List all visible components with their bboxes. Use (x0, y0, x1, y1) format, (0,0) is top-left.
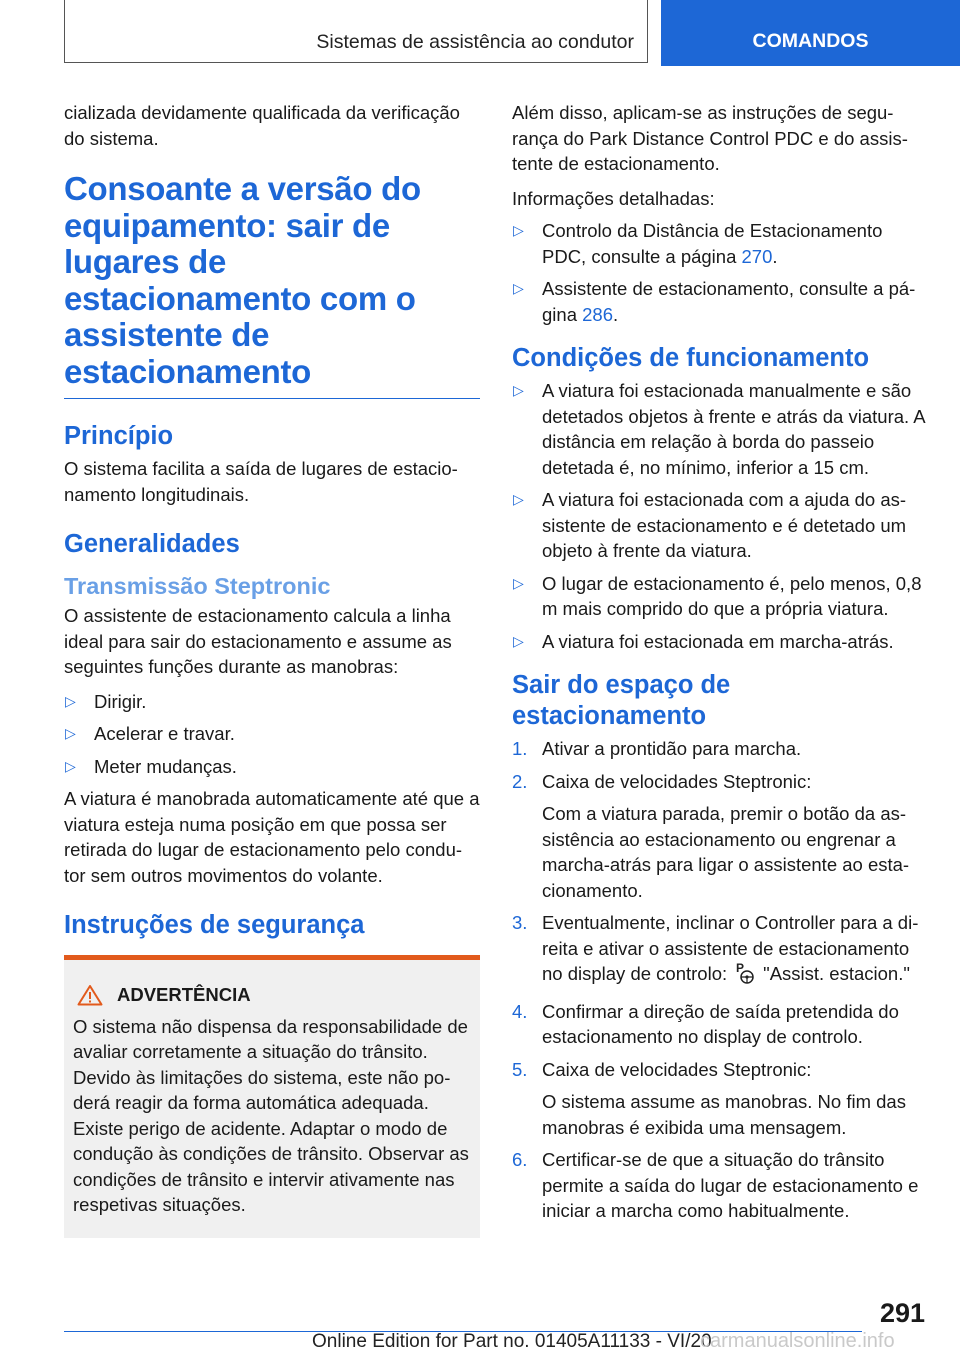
step-item (512, 769, 930, 904)
list-item-text: Acelerar e travar. (94, 723, 235, 744)
step-item (512, 736, 930, 762)
svg-text:P: P (736, 961, 745, 975)
step-number: 3. (512, 912, 528, 933)
safety-intro: Além disso, aplicam-se as instruções de segu-rança do Park Distance Control PDC e do assis-tente de estacionamento. (512, 102, 908, 174)
warning-triangle-icon (77, 984, 103, 1006)
step-text: Eventualmente, inclinar o Controller para a di-reita e ativar o assistente de estacionamento no display de controlo: (542, 912, 919, 984)
step-number: 2. (512, 770, 528, 792)
page-number: 291 (880, 1298, 926, 1328)
watermark: carmanualsonline.info (700, 1330, 895, 1352)
heading-rule (64, 398, 480, 399)
steptronic-heading: Transmissão Steptronic (64, 573, 331, 599)
step-number: 5. (512, 1058, 528, 1080)
warning-title (73, 982, 470, 1008)
triangle-bullet-icon: ▷ (65, 692, 76, 709)
step-subtext: O sistema assume as manobras. No fim das manobras é exibida uma mensagem. (542, 1091, 906, 1138)
right-column (512, 100, 930, 1231)
main-heading: Consoante a versão do equipamento: sair de lugares de estacionamento com o assistente de estacionamento (64, 170, 421, 390)
step-item (512, 1057, 930, 1141)
punctuation: . (613, 303, 619, 325)
safety-heading: Instruções de segurança (64, 911, 365, 939)
list-item (64, 689, 480, 715)
conditions-heading: Condições de funcionamento (512, 344, 870, 372)
step-text: Caixa de velocidades Steptronic: (542, 770, 812, 792)
step-number: 4. (512, 1000, 528, 1022)
triangle-bullet-icon: ▷ (65, 757, 76, 774)
step-text: Ativar a prontidão para marcha. (542, 738, 802, 759)
steps-list (512, 736, 930, 1224)
punctuation: . (772, 245, 778, 267)
step-text: Confirmar a direção de saída pretendida do estacionamento no display de controlo. (542, 1000, 899, 1047)
list-item (512, 218, 930, 269)
warning-box (64, 955, 480, 1238)
principle-text: O sistema facilita a saída de lugares de estacio-namento longitudinais. (64, 458, 458, 505)
list-item-text: Dirigir. (94, 690, 147, 712)
section-title: Sistemas de assistência ao condutor (316, 31, 634, 53)
triangle-bullet-icon: ▷ (513, 632, 524, 649)
exit-heading: Sair do espaço de estacionamento (512, 671, 731, 730)
triangle-bullet-icon: ▷ (513, 222, 524, 238)
info-label: Informações detalhadas: (512, 187, 715, 209)
general-heading: Generalidades (64, 530, 240, 558)
list-item (512, 276, 930, 327)
list-item-text: Controlo da Distância de Estacionamento PDC, consulte a página (542, 220, 883, 267)
step-text: Certificar-se de que a situação do trânsito permite a saída do lugar de estacionamento e iniciar a marcha como habitualmente. (542, 1149, 919, 1221)
step-text: Caixa de velocidades Steptronic: (542, 1058, 812, 1080)
warning-title-text: ADVERTÊNCIA (117, 984, 251, 1005)
triangle-bullet-icon: ▷ (513, 280, 524, 296)
list-item (512, 487, 930, 564)
page-header (0, 0, 960, 66)
page-link-270[interactable]: 270 (741, 245, 773, 267)
left-column (64, 100, 480, 1238)
step-item (512, 999, 930, 1050)
triangle-bullet-icon: ▷ (513, 382, 524, 398)
list-item (64, 721, 480, 747)
list-item-text: Meter mudanças. (94, 755, 237, 777)
list-item-text: A viatura foi estacionada manualmente e são detetados objetos à frente e atrás da viatura. A distância em relação à borda do passeio detetada é, no mínimo, inferior a 15 cm. (542, 380, 925, 478)
menu-item-label: "Assist. estacion." (763, 963, 910, 984)
conditions-list (512, 378, 930, 654)
step-item (512, 910, 930, 992)
list-item (512, 378, 930, 480)
list-item (64, 754, 480, 780)
list-item-text: O lugar de estacionamento é, pelo menos, 0,8 m mais comprido do que a própria viatura. (542, 572, 922, 619)
page-link-286[interactable]: 286 (582, 303, 613, 325)
step-number: 6. (512, 1149, 528, 1170)
warning-text: O sistema não dispensa da responsabilidade de avaliar corretamente a situação do trânsito. Devido às limitações do sistema, este não po-derá reagir da forma automática adequada. Existe perigo de acidente. Adaptar o modo de condução às condições de trânsito. Observar as condições de trânsito e intervir ativamente nas respetivas situações. (73, 1015, 469, 1215)
intro-paragraph: cializada devidamente qualificada da verificação do sistema. (64, 102, 460, 149)
triangle-bullet-icon: ▷ (65, 725, 76, 741)
step-item (512, 1147, 930, 1224)
chapter-tab[interactable]: COMANDOS (661, 0, 960, 66)
triangle-bullet-icon: ▷ (513, 574, 524, 591)
triangle-bullet-icon: ▷ (513, 491, 524, 507)
step-subtext: Com a viatura parada, premir o botão da as-sistência ao estacionamento ou engrenar a marcha-atrás para ligar o assistente ao esta-cionamento. (542, 803, 910, 901)
functions-list (64, 689, 480, 780)
parking-assistant-icon (735, 961, 755, 992)
list-item (512, 571, 930, 622)
principle-heading: Princípio (64, 422, 174, 450)
edition-text: Online Edition for Part no. 01405A11133 - VI/20 (312, 1331, 712, 1352)
list-item-text: Assistente de estacionamento, consulte a pá-gina (542, 278, 916, 325)
list-item-text: A viatura foi estacionada em marcha-atrás. (542, 630, 894, 652)
list-item-text: A viatura foi estacionada com a ajuda do as-sistente de estacionamento e é detetado um objeto à frente da viatura. (542, 489, 907, 561)
steptronic-text: O assistente de estacionamento calcula a linha ideal para sair do estacionamento e assume as seguintes funções durante as manobras: (64, 605, 452, 677)
info-list (512, 218, 930, 327)
step-number: 1. (512, 738, 528, 759)
maneuver-text: A viatura é manobrada automaticamente até que a viatura esteja numa posição em que possa ser retirada do lugar de estacionamento pelo condu-tor sem outros movimentos do volante. (64, 788, 480, 886)
list-item (512, 629, 930, 655)
